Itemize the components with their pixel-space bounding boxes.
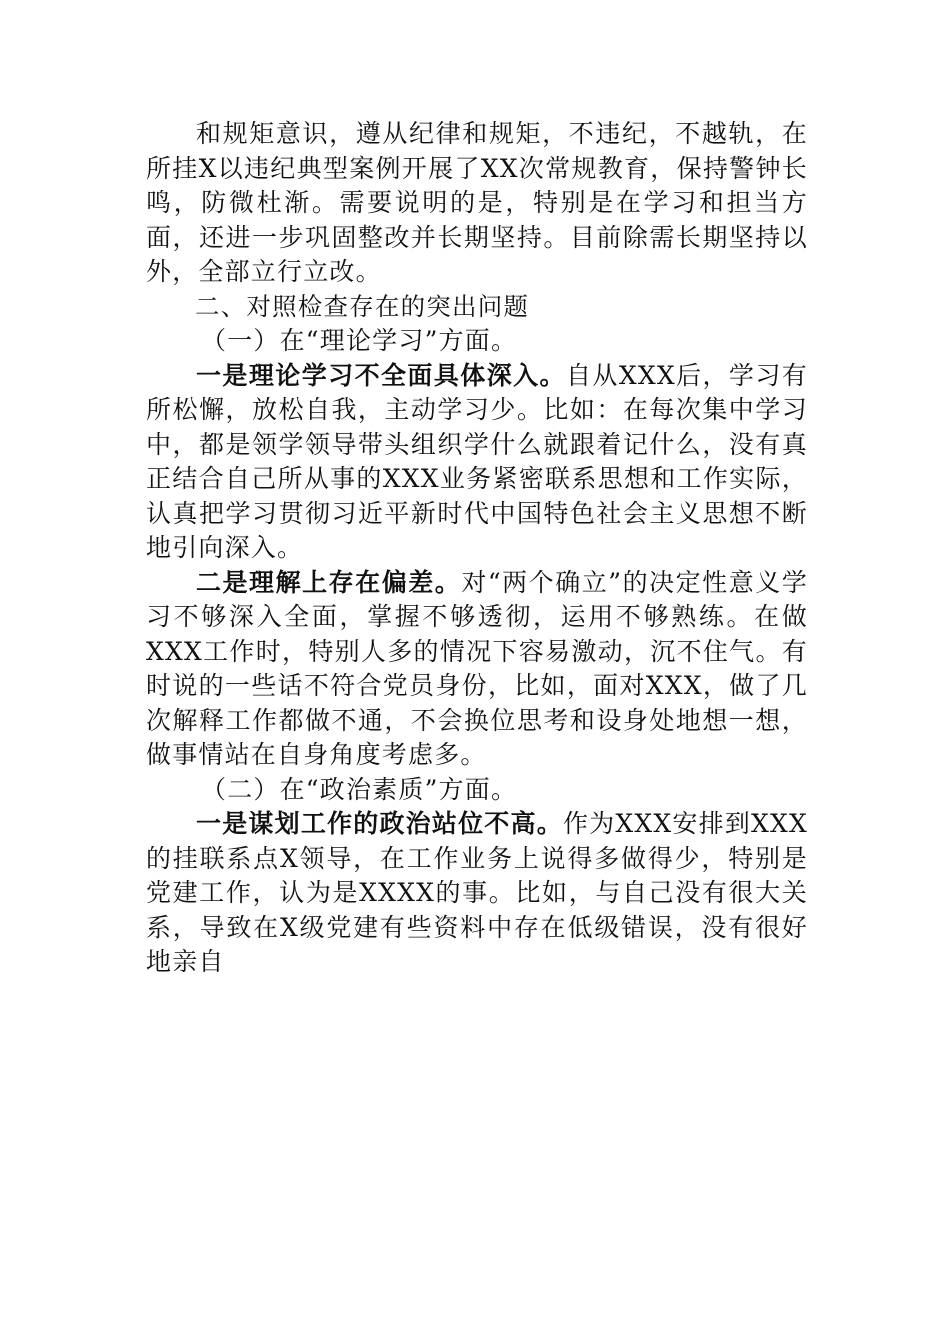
- item-3-title: 一是谋划工作的政治站位不高。: [196, 809, 563, 838]
- item-1-title: 一是理论学习不全面具体深入。: [196, 360, 566, 390]
- document-body: [146, 117, 808, 980]
- item-2-body: 对“两个确立”的决定性意义学习不够深入全面，掌握不够透彻，运用不够熟练。在做XXX工作时，特别人多的情况下容易激动，沉不住气。有时说的一些话不符合党员身份，比如，面对XXX，做了几次解释工作都做不通，不会换位思考和设身处地想一想，做事情站在自身角度考虑多。: [146, 567, 808, 769]
- paragraph-item-2: [146, 566, 808, 773]
- subsection-heading-2: （二）在“政治素质”方面。: [201, 774, 518, 804]
- item-2-title: 二是理解上存在偏差。: [196, 567, 462, 597]
- paragraph-item-3: [146, 807, 808, 980]
- item-1-body: 自从XXX后，学习有所松懈，放松自我，主动学习少。比如：在每次集中学习中，都是领学领导带头组织学什么就跟着记什么，没有真正结合自己所从事的XXX业务紧密联系思想和工作实际，认真把学习贯彻习近平新时代中国特色社会主义思想不断地引向深入。: [146, 360, 808, 562]
- subsection-heading-1: （一）在“理论学习”方面。: [201, 326, 518, 355]
- item-3-body: 作为XXX安排到XXX的挂联系点X领导，在工作业务上说得多做得少，特别是党建工作，认为是XXXX的事。比如，与自己没有很大关系，导致在X级党建有些资料中存在低级错误，没有很好地亲自: [146, 809, 808, 976]
- paragraph-item-1: [146, 359, 808, 566]
- paragraph-intro: 和规矩意识，遵从纪律和规矩，不违纪，不越轨，在所挂X以违纪典型案例开展了XX次常规教育，保持警钟长鸣，防微杜渐。需要说明的是，特别是在学习和担当方面，还进一步巩固整改并长期坚持。目前除需长期坚持以外，全部立行立改。: [146, 119, 808, 286]
- section-heading-2: 二、对照检查存在的突出问题: [195, 291, 530, 321]
